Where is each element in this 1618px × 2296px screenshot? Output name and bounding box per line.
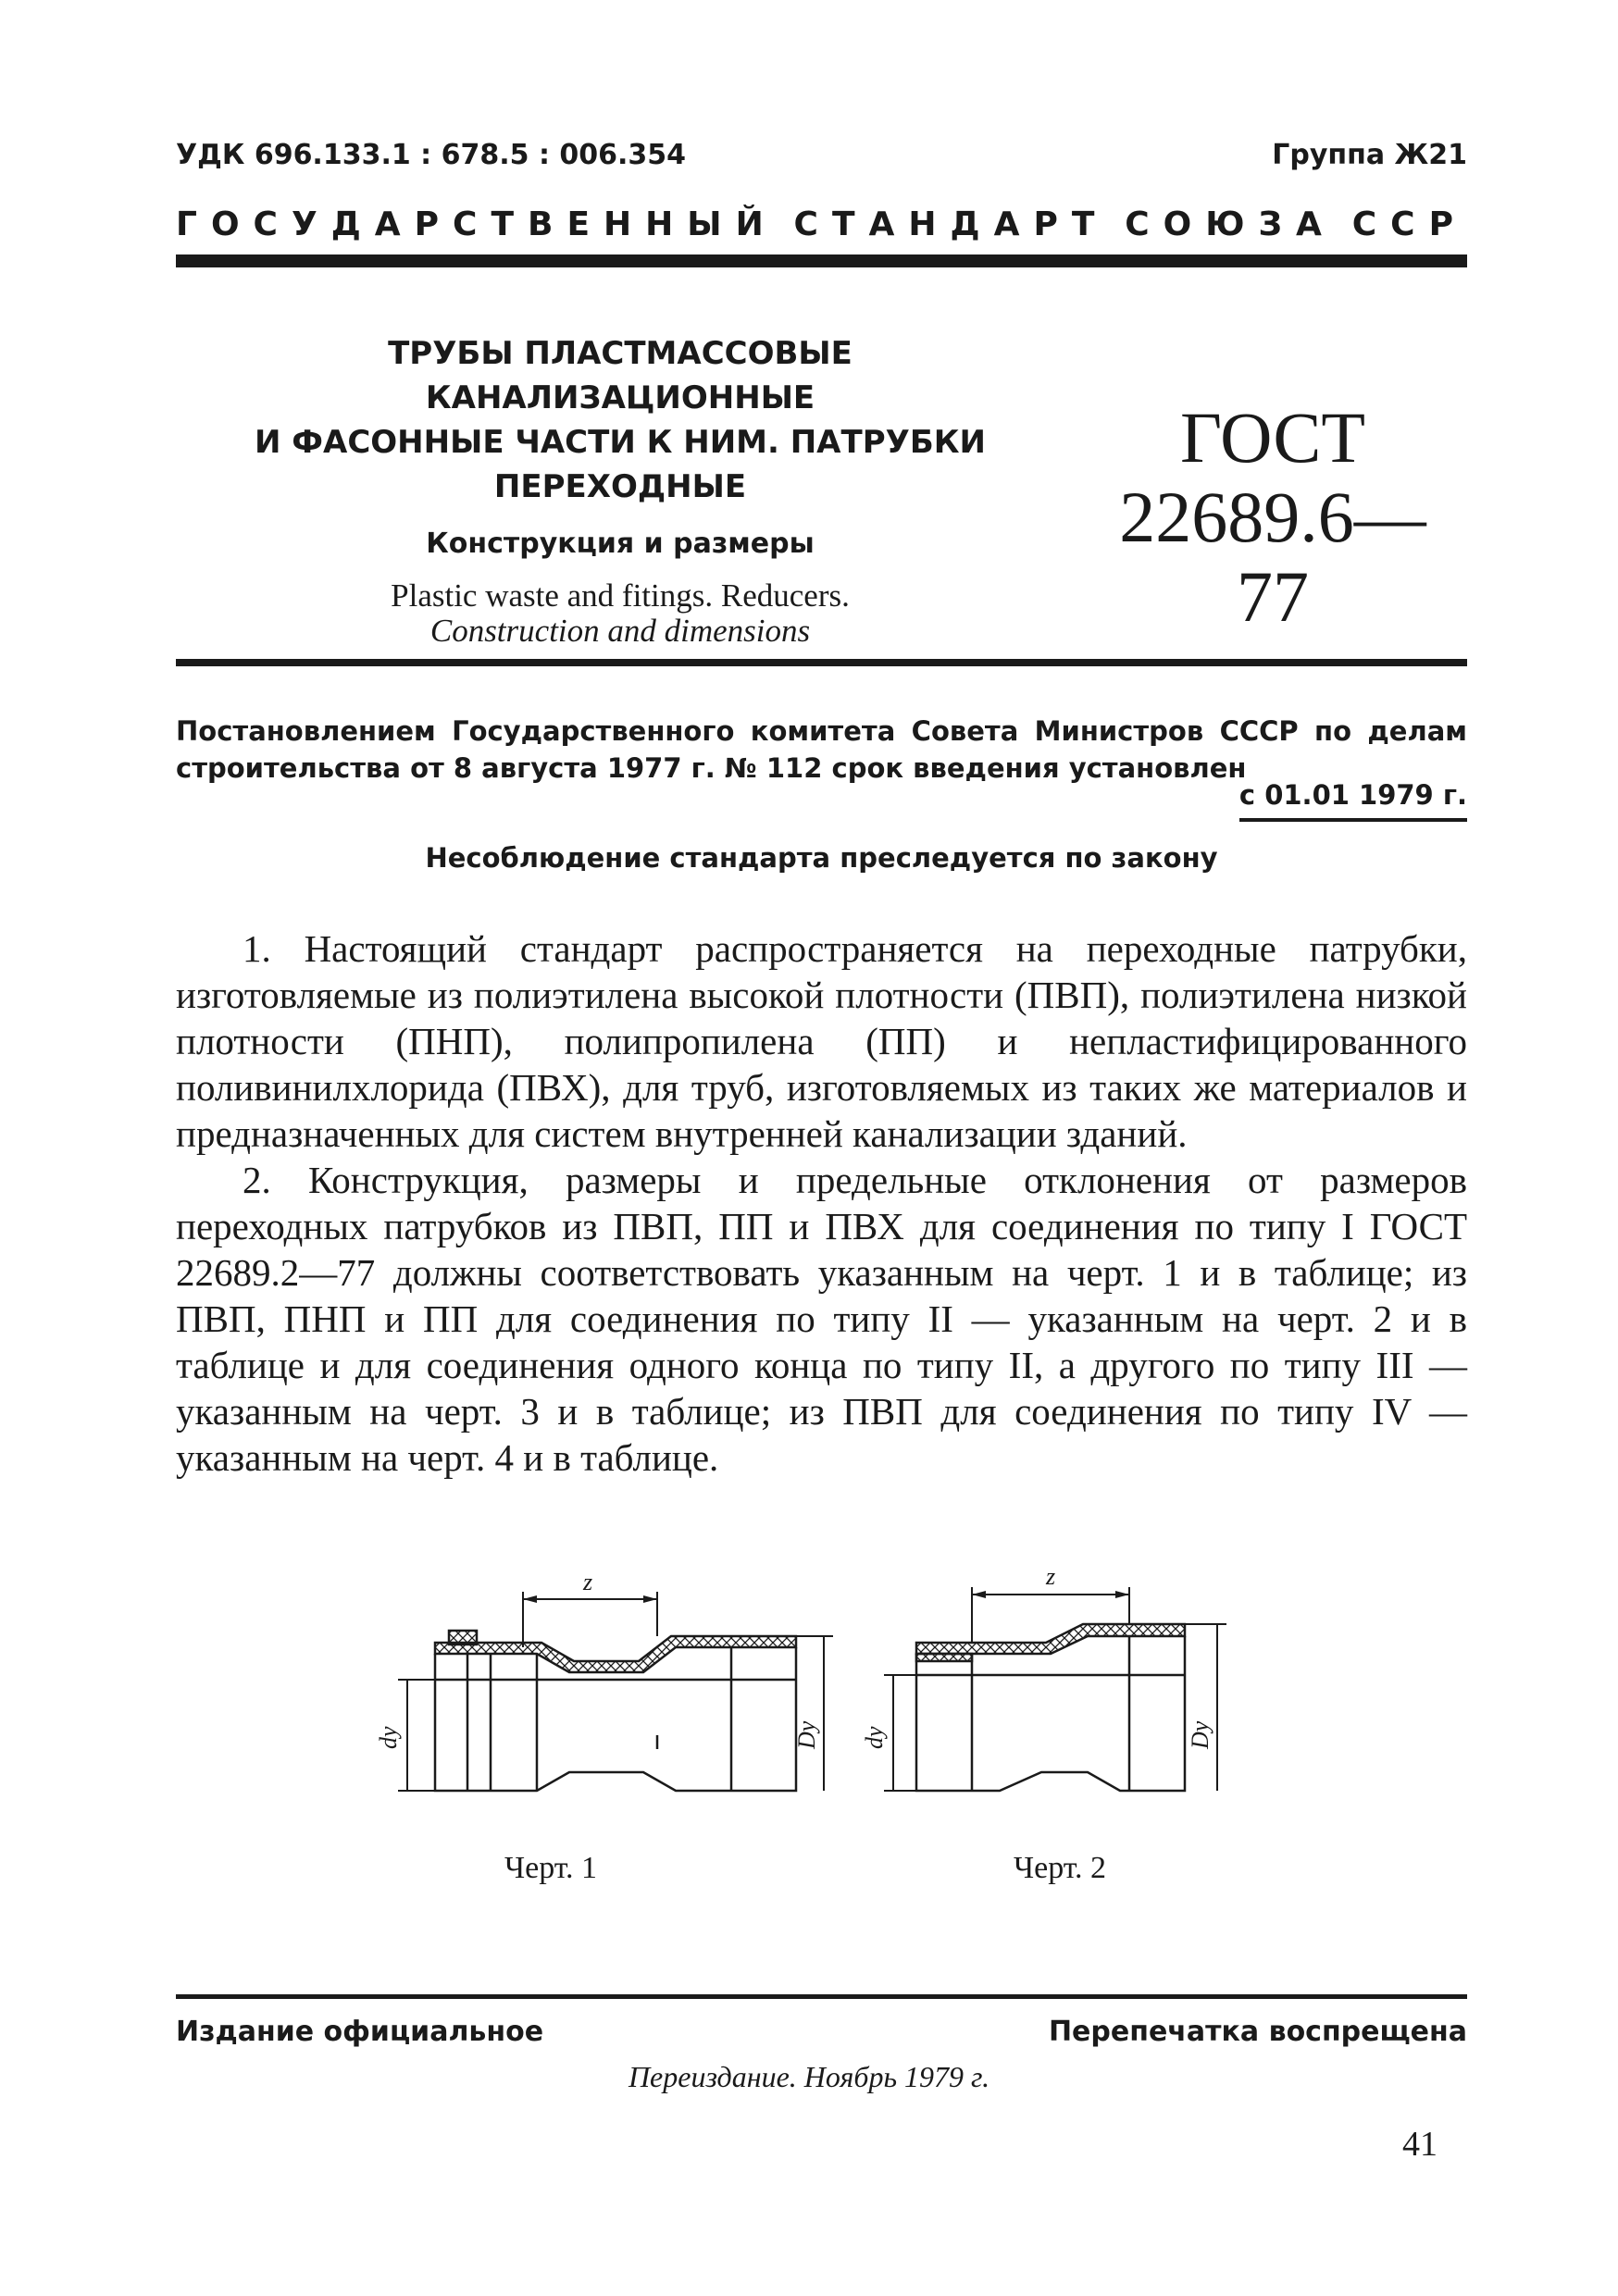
drawing-1 [398,1592,833,1791]
title-line-2: И ФАСОННЫЕ ЧАСТИ К НИМ. ПАТРУБКИ [255,424,986,461]
group-code: Группа Ж21 [1272,139,1467,171]
subtitle: Конструкция и размеры [426,527,815,560]
gost-label: ГОСТ [1179,397,1366,478]
decree-text: Постановлением Государственного комитета Совета Министров СССР по делам строительства от 8 августа 1977 г. № 112 срок введения установлен [176,715,1467,784]
body-text [176,925,1467,1481]
state-standard-banner [176,205,1467,243]
title-block [213,331,1027,649]
gost-designation [1097,398,1449,637]
banner-word-2: СТАНДАРТ [793,205,1109,243]
footer-rule [176,1994,1467,1999]
dim-Dy-2: Dy [1187,1720,1214,1749]
drawings [361,1564,1296,1842]
reissue-note: Переиздание. Ноябрь 1979 г. [628,2060,990,2093]
dim-z-1: z [583,1569,593,1595]
english-title-line-2: Construction and dimensions [429,613,811,649]
dim-Dy-1: Dy [793,1720,820,1749]
english-title-line-1: Plastic waste and fitings. Reducers. [391,577,850,614]
gost-number: 22689.6—77 [1119,477,1426,637]
paragraph-1: 1. Настоящий стандарт распространяется на переходные патрубки, изготовляемые из полиэтилена высокой плотности (ПВП), полиэтилена низкой плотности (ПНП), полипропилена (ПП) и непластифицированного поливинилхлорида (ПВХ), для труб, изготовляемых из таких же материалов и предназначенных для систем внутренней канализации зданий. [176,927,1467,1155]
figure-caption-2: Черт. 2 [1014,1851,1107,1885]
title-line-3: ПЕРЕХОДНЫЕ [493,468,747,505]
udk-code: УДК 696.133.1 : 678.5 : 006.354 [176,139,687,171]
edition-label: Издание официальное [176,2016,544,2048]
english-title [213,578,1027,649]
top-rule [176,254,1467,267]
dim-z-2: z [1046,1564,1056,1590]
law-notice: Несоблюдение стандарта преследуется по закону [425,842,1218,874]
paragraph-2: 2. Конструкция, размеры и предельные отклонения от размеров переходных патрубков из ПВП, ПП и ПВХ для соединения по типу I ГОСТ 22689.2—77 должны соответствовать указанным на черт. 1 и в таблице; из ПВП, ПНП и ПП для соединения по типу II — указанным на черт. 2 и в таблице и для соединения одного конца по типу II, а другого по типу III — указанным на черт. 3 и в таблице; из ПВП для соединения по типу IV — указанным на черт. 4 и в таблице. [176,1159,1467,1479]
banner-word-1: ГОСУДАРСТВЕННЫЙ [176,205,778,243]
banner-word-3: СОЮЗА [1125,205,1336,243]
banner-word-4: ССР [1351,205,1467,243]
effective-date: с 01.01 1979 г. [1239,779,1467,822]
page-number: 41 [1402,2125,1438,2164]
reprint-notice: Перепечатка воспрещена [1048,2016,1467,2048]
title-rule [176,659,1467,666]
title-line-1: ТРУБЫ ПЛАСТМАССОВЫЕ КАНАЛИЗАЦИОННЫЕ [388,335,853,416]
dim-dy-2: dy [861,1726,888,1749]
dim-dy-1: dy [375,1726,402,1749]
figure-caption-1: Черт. 1 [504,1851,598,1885]
drawing-2 [884,1587,1226,1791]
